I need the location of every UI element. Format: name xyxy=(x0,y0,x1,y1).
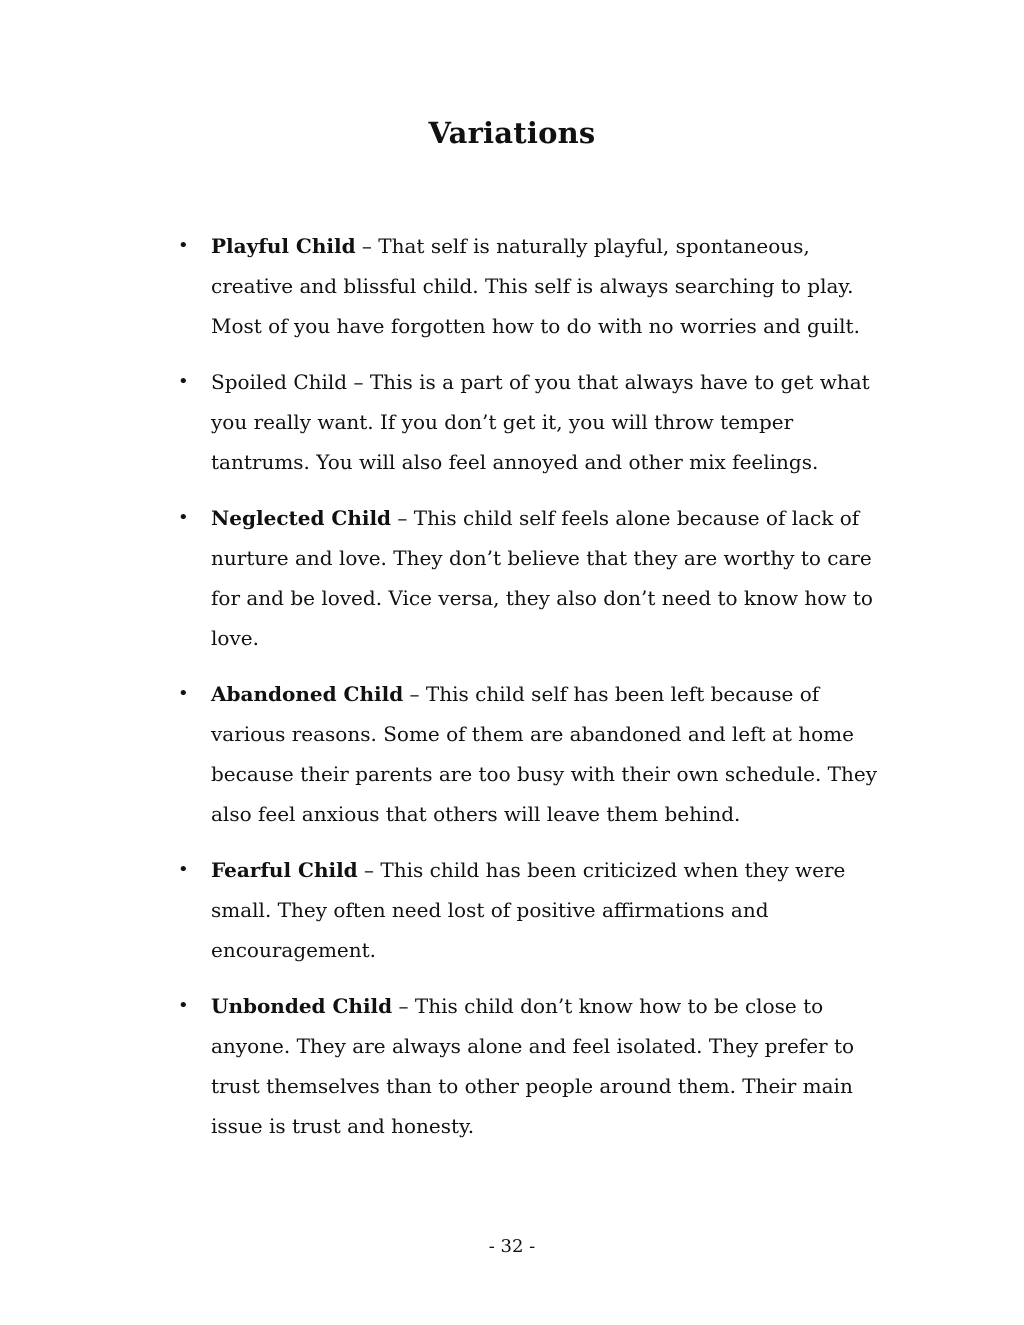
bullet-icon: • xyxy=(178,507,189,528)
list-item-abandoned-child xyxy=(178,674,878,834)
list-item-fearful-child xyxy=(178,850,878,970)
list-item-neglected-child xyxy=(178,498,878,658)
item-term: Playful Child xyxy=(211,234,356,258)
page-number: - 32 - xyxy=(488,1236,536,1257)
item-term: Neglected Child xyxy=(211,506,392,530)
item-term: Fearful Child xyxy=(211,858,358,882)
list-item-spoiled-child xyxy=(178,362,878,482)
item-description: – This child self feels alone because of lack of nurture and love. They don’t believe that they are worthy to care for and be loved. Vice versa, they also don’t need to know how to love. xyxy=(211,506,873,650)
list-item-unbonded-child xyxy=(178,986,878,1146)
variations-list xyxy=(178,226,878,1162)
bullet-icon: • xyxy=(178,995,189,1016)
bullet-icon: • xyxy=(178,683,189,704)
bullet-icon: • xyxy=(178,371,189,392)
item-description: – That self is naturally playful, spontaneous, creative and blissful child. This self is always searching to play. Most of you have forgotten how to do with no worries and guilt. xyxy=(211,234,860,338)
bullet-icon: • xyxy=(178,235,189,256)
page-title: Variations xyxy=(428,116,596,150)
item-description: Spoiled Child – This is a part of you that always have to get what you really want. If you don’t get it, you will throw temper tantrums. You will also feel annoyed and other mix feelings. xyxy=(211,370,870,474)
item-term: Unbonded Child xyxy=(211,994,393,1018)
item-description: – This child self has been left because of various reasons. Some of them are abandoned and left at home because their parents are too busy with their own schedule. They also feel anxious that others will leave them behind. xyxy=(211,682,878,826)
list-item-playful-child xyxy=(178,226,878,346)
item-description: – This child don’t know how to be close to anyone. They are always alone and feel isolated. They prefer to trust themselves than to other people around them. Their main issue is trust and honesty. xyxy=(211,994,855,1138)
bullet-icon: • xyxy=(178,859,189,880)
item-term: Abandoned Child xyxy=(211,682,404,706)
item-description: – This child has been criticized when they were small. They often need lost of positive affirmations and encouragement. xyxy=(211,858,846,962)
